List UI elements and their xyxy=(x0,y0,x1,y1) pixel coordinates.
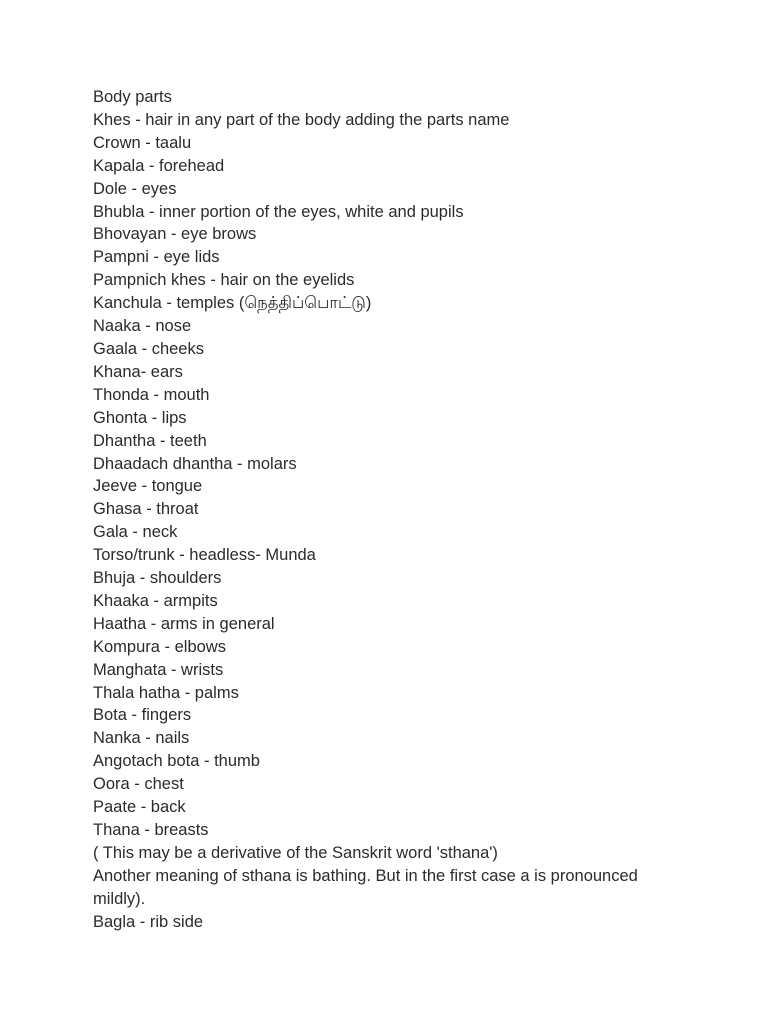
text-line: Kapala - forehead xyxy=(93,156,225,175)
text-line: Haatha - arms in general xyxy=(93,614,275,633)
text-line: Thala hatha - palms xyxy=(93,683,239,702)
text-line: Gala - neck xyxy=(93,523,178,542)
text-line: Khes - hair in any part of the body adding the parts name xyxy=(93,110,510,129)
text-line: Kanchula - temples (நெத்திப்பொட்டு) xyxy=(93,294,372,313)
text-line: Kompura - elbows xyxy=(93,637,226,656)
text-line: Thonda - mouth xyxy=(93,385,210,404)
text-line: Bhuja - shoulders xyxy=(93,569,222,588)
text-line: Nanka - nails xyxy=(93,729,190,748)
text-line: Dhantha - teeth xyxy=(93,431,207,450)
text-line: Khana- ears xyxy=(93,362,183,381)
document-body xyxy=(93,86,673,934)
text-line: Manghata - wrists xyxy=(93,660,224,679)
text-line: Angotach bota - thumb xyxy=(93,752,260,771)
text-line: Gaala - cheeks xyxy=(93,339,204,358)
document-title: Body parts xyxy=(93,88,172,106)
text-line: Thana - breasts xyxy=(93,821,209,839)
text-line: Another meaning of sthana is bathing. But in the first case a is pronounced mildly). xyxy=(93,866,638,908)
text-line: Paate - back xyxy=(93,798,186,817)
text-line: ( This may be a derivative of the Sanskrit word 'sthana') xyxy=(93,843,498,862)
text-line: Bota - fingers xyxy=(93,706,192,725)
text-line: Bhubla - inner portion of the eyes, white and pupils xyxy=(93,202,464,221)
text-line: Ghonta - lips xyxy=(93,408,187,427)
text-line: Torso/trunk - headless- Munda xyxy=(93,546,316,565)
text-line: Jeeve - tongue xyxy=(93,477,203,496)
text-line: Oora - chest xyxy=(93,775,184,794)
text-line: Crown - taalu xyxy=(93,133,192,152)
text-line: Ghasa - throat xyxy=(93,500,199,519)
text-line: Pampnich khes - hair on the eyelids xyxy=(93,271,355,290)
text-line: Khaaka - armpits xyxy=(93,591,218,610)
text-line: Naaka - nose xyxy=(93,317,192,336)
text-line: Dole - eyes xyxy=(93,179,177,198)
text-line: Bhovayan - eye brows xyxy=(93,225,257,244)
text-line: Bagla - rib side xyxy=(93,912,204,931)
text-line: Pampni - eye lids xyxy=(93,248,220,267)
text-line: Dhaadach dhantha - molars xyxy=(93,454,297,473)
